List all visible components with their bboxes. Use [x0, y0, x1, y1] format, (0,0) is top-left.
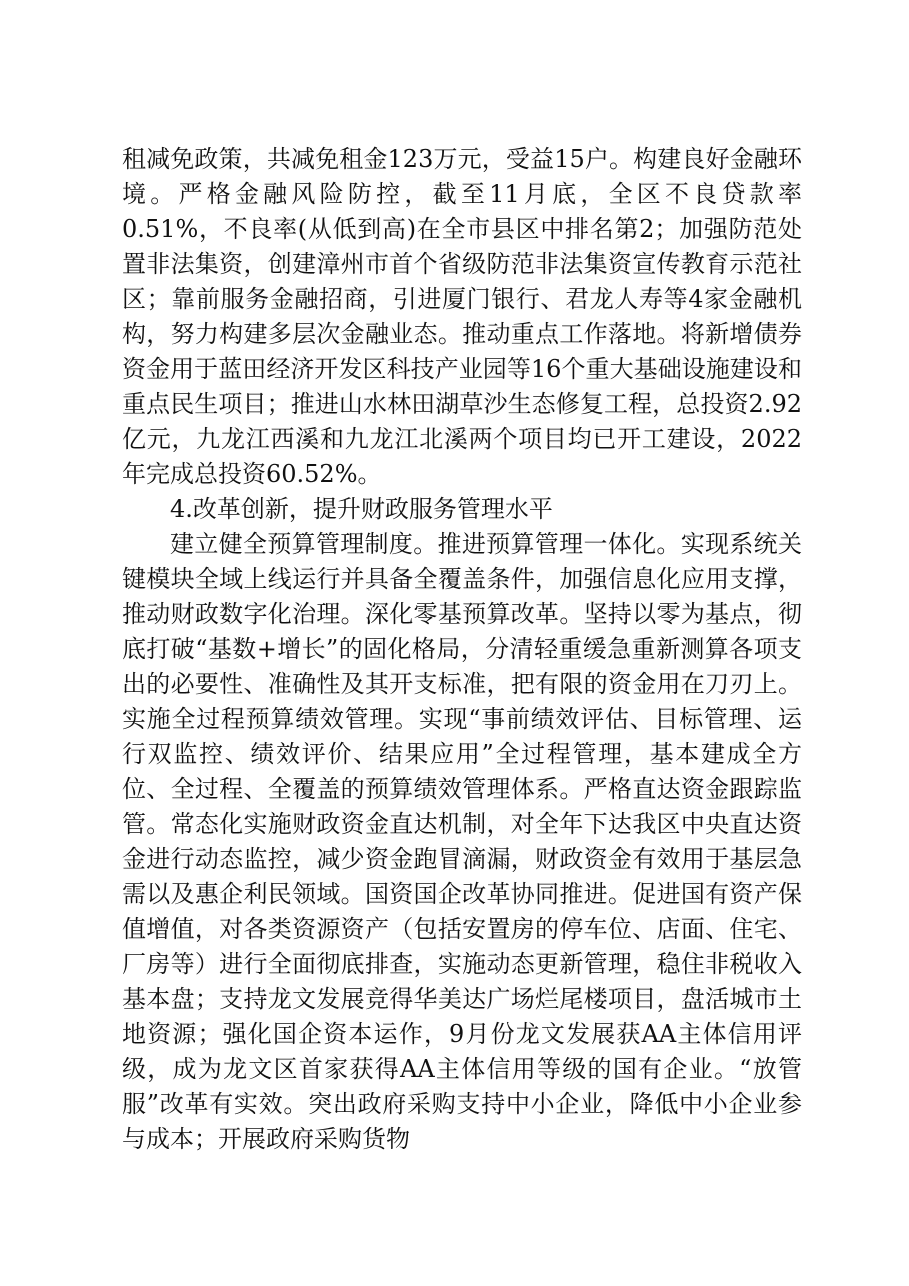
paragraph-budget-management: 建立健全预算管理制度。推进预算管理一体化。实现系统关键模块全域上线运行并具备全覆盖条件，加强信息化应用支撑，推动财政数字化治理。深化零基预算改革。坚持以零为基点，彻底打破“基数+增长”的固化格局，分清轻重缓急重新测算各项支出的必要性、准确性及其开支标准，把有限的资金用在刀刃上。实施全过程预算绩效管理。实现“事前绩效评估、目标管理、运行双监控、绩效评价、结果应用”全过程管理，基本建成全方位、全过程、全覆盖的预算绩效管理体系。严格直达资金跟踪监管。常态化实施财政资金直达机制，对全年下达我区中央直达资金进行动态监控，减少资金跑冒滴漏，财政资金有效用于基层急需以及惠企利民领域。国资国企改革协同推进。促进国有资产保值增值，对各类资源资产（包括安置房的停车位、店面、住宅、厂房等）进行全面彻底排查，实施动态更新管理，稳住非税收入基本盘；支持龙文发展竞得华美达广场烂尾楼项目，盘活城市土地资源；强化国企资本运作，9月份龙文发展获AA主体信用评级，成为龙文区首家获得AA主体信用等级的国有企业。“放管服”改革有实效。突出政府采购支持中小企业，降低中小企业参与成本；开展政府采购货物 [122, 530, 802, 1153]
section-heading-reform: 4.改革创新，提升财政服务管理水平 [170, 495, 553, 523]
document-body [122, 142, 802, 1157]
paragraph-financial-environment: 租减免政策，共减免租金123万元，受益15户。构建良好金融环境。严格金融风险防控，截至11月底，全区不良贷款率0.51%，不良率(从低到高)在全市县区中排名第2；加强防范处置非法集资，创建漳州市首个省级防范非法集资宣传教育示范社区；靠前服务金融招商，引进厦门银行、君龙人寿等4家金融机构，努力构建多层次金融业态。推动重点工作落地。将新增债券资金用于蓝田经济开发区科技产业园等16个重大基础设施建设和重点民生项目；推进山水林田湖草沙生态修复工程，总投资2.92亿元，九龙江西溪和九龙江北溪两个项目均已开工建设，2022年完成总投资60.52%。 [122, 145, 802, 488]
